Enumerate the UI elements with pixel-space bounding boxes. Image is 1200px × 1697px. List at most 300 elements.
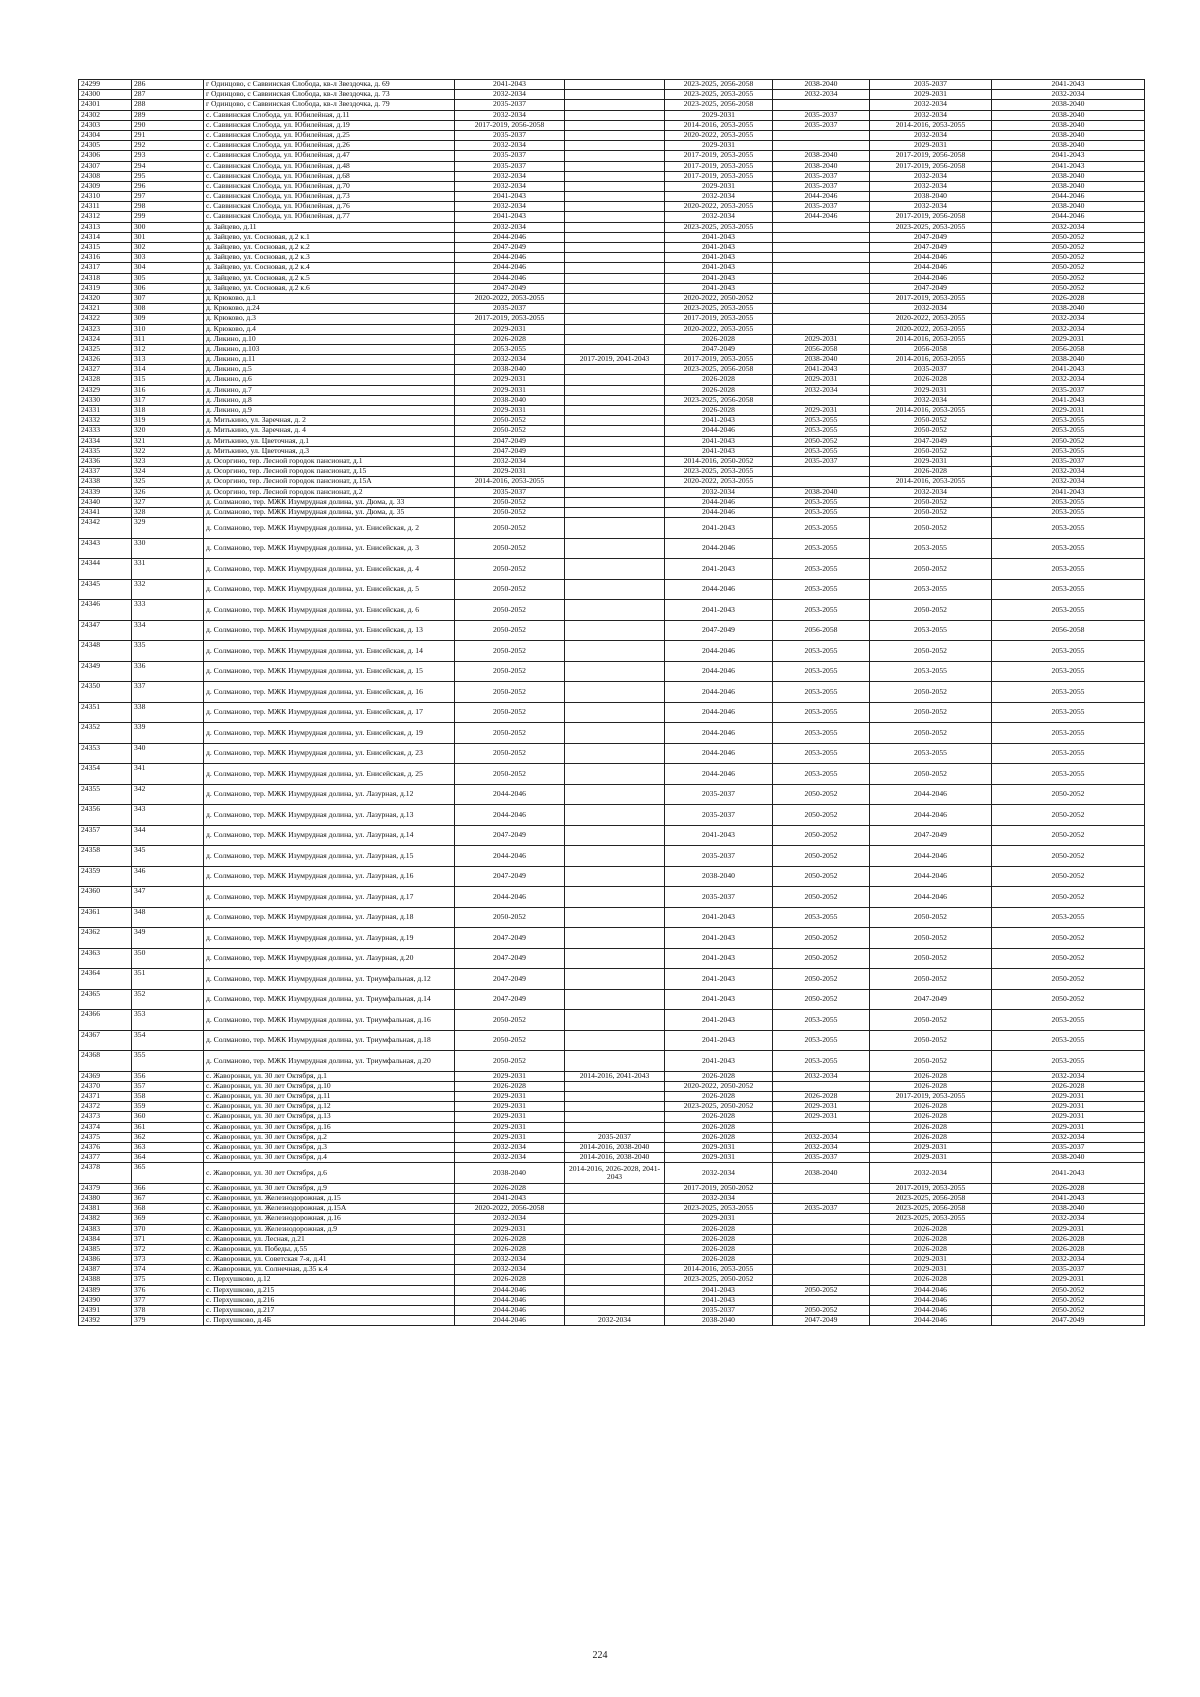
period-6-cell: 2032-2034 (992, 1071, 1145, 1081)
period-1-cell: 2032-2034 (455, 110, 565, 120)
period-2-cell (565, 467, 665, 477)
period-2-cell (565, 110, 665, 120)
table-row (79, 1091, 1145, 1101)
item-number-cell: 360 (132, 1112, 204, 1122)
period-5-cell: 2029-2031 (870, 1153, 992, 1163)
item-number-cell: 295 (132, 171, 204, 181)
address-cell: д. Солманово, тер. МЖК Изумрудная долина, ул. Лазурная, д.12 (204, 784, 455, 805)
period-6-cell: 2050-2052 (992, 436, 1145, 446)
period-5-cell: 2053-2055 (870, 538, 992, 559)
period-2-cell (565, 1275, 665, 1285)
period-4-cell: 2053-2055 (773, 426, 870, 436)
address-cell: д. Ликино, д.10 (204, 334, 455, 344)
row-id-cell: 24364 (79, 969, 132, 990)
item-number-cell: 379 (132, 1316, 204, 1326)
address-cell: с. Саввинская Слобода, ул. Юбилейная, д.73 (204, 192, 455, 202)
period-2-cell (565, 222, 665, 232)
period-2-cell (565, 784, 665, 805)
address-cell: д. Осоргино, тер. Лесной городок пансионат, д.2 (204, 487, 455, 497)
table-row (79, 928, 1145, 949)
period-3-cell: 2023-2025, 2050-2052 (665, 1102, 773, 1112)
period-5-cell: 2035-2037 (870, 80, 992, 90)
address-cell: д. Зайцево, ул. Сосновая, д.2 к.3 (204, 253, 455, 263)
period-2-cell (565, 1265, 665, 1275)
address-cell: д. Солманово, тер. МЖК Изумрудная долина, ул. Лазурная, д.18 (204, 907, 455, 928)
address-cell: д. Солманово, тер. МЖК Изумрудная долина, ул. Дюма, д. 35 (204, 507, 455, 517)
period-2-cell: 2035-2037 (565, 1132, 665, 1142)
period-6-cell: 2053-2055 (992, 641, 1145, 662)
period-1-cell: 2047-2049 (455, 948, 565, 969)
period-2-cell (565, 304, 665, 314)
row-id-cell: 24300 (79, 90, 132, 100)
period-4-cell: 2035-2037 (773, 171, 870, 181)
table-row (79, 969, 1145, 990)
item-number-cell: 373 (132, 1255, 204, 1265)
period-1-cell: 2047-2049 (455, 436, 565, 446)
row-id-cell: 24376 (79, 1142, 132, 1152)
period-3-cell: 2041-2043 (665, 1051, 773, 1072)
period-3-cell: 2026-2028 (665, 1091, 773, 1101)
period-1-cell: 2044-2046 (455, 784, 565, 805)
period-3-cell: 2044-2046 (665, 497, 773, 507)
item-number-cell: 315 (132, 375, 204, 385)
table-row (79, 304, 1145, 314)
period-6-cell: 2038-2040 (992, 120, 1145, 130)
table-row (79, 1275, 1145, 1285)
period-2-cell (565, 1295, 665, 1305)
period-2-cell (565, 416, 665, 426)
row-id-cell: 24389 (79, 1285, 132, 1295)
period-3-cell: 2023-2025, 2056-2058 (665, 80, 773, 90)
period-3-cell: 2035-2037 (665, 887, 773, 908)
row-id-cell: 24390 (79, 1295, 132, 1305)
period-5-cell: 2047-2049 (870, 436, 992, 446)
period-3-cell: 2041-2043 (665, 518, 773, 539)
row-id-cell: 24334 (79, 436, 132, 446)
row-id-cell: 24330 (79, 395, 132, 405)
period-4-cell (773, 324, 870, 334)
item-number-cell: 293 (132, 151, 204, 161)
row-id-cell: 24385 (79, 1244, 132, 1254)
item-number-cell: 355 (132, 1051, 204, 1072)
period-2-cell (565, 579, 665, 600)
item-number-cell: 324 (132, 467, 204, 477)
period-3-cell: 2020-2022, 2053-2055 (665, 130, 773, 140)
period-2-cell (565, 887, 665, 908)
period-4-cell: 2035-2037 (773, 1204, 870, 1214)
table-row (79, 579, 1145, 600)
period-1-cell: 2050-2052 (455, 1051, 565, 1072)
item-number-cell: 344 (132, 825, 204, 846)
period-2-cell (565, 928, 665, 949)
period-2-cell (565, 702, 665, 723)
table-row (79, 518, 1145, 539)
period-5-cell: 2026-2028 (870, 1102, 992, 1112)
item-number-cell: 362 (132, 1132, 204, 1142)
address-cell: с. Жаворонки, ул. 30 лет Октября, д.11 (204, 1091, 455, 1101)
period-5-cell: 2050-2052 (870, 702, 992, 723)
period-5-cell: 2053-2055 (870, 661, 992, 682)
table-row (79, 1224, 1145, 1234)
item-number-cell: 287 (132, 90, 204, 100)
row-id-cell: 24359 (79, 866, 132, 887)
period-1-cell: 2041-2043 (455, 1193, 565, 1203)
period-4-cell: 2053-2055 (773, 764, 870, 785)
row-id-cell: 24377 (79, 1153, 132, 1163)
period-4-cell: 2053-2055 (773, 507, 870, 517)
table-row (79, 406, 1145, 416)
period-4-cell (773, 141, 870, 151)
period-2-cell (565, 436, 665, 446)
period-5-cell: 2017-2019, 2056-2058 (870, 151, 992, 161)
period-1-cell: 2044-2046 (455, 1316, 565, 1326)
address-cell: д. Осоргино, тер. Лесной городок пансионат, д.15А (204, 477, 455, 487)
period-1-cell: 2041-2043 (455, 212, 565, 222)
period-3-cell: 2017-2019, 2053-2055 (665, 151, 773, 161)
address-cell: с. Саввинская Слобода, ул. Юбилейная, д.19 (204, 120, 455, 130)
address-cell: г Одинцово, с Саввинская Слобода, кв-л Звездочка, д. 79 (204, 100, 455, 110)
item-number-cell: 370 (132, 1224, 204, 1234)
period-1-cell: 2032-2034 (455, 355, 565, 365)
period-4-cell: 2032-2034 (773, 385, 870, 395)
period-1-cell: 2032-2034 (455, 1142, 565, 1152)
address-cell: д. Зайцево, ул. Сосновая, д.2 к.2 (204, 243, 455, 253)
period-5-cell: 2050-2052 (870, 1051, 992, 1072)
row-id-cell: 24317 (79, 263, 132, 273)
period-2-cell (565, 948, 665, 969)
period-2-cell (565, 232, 665, 242)
period-5-cell: 2023-2025, 2053-2055 (870, 1214, 992, 1224)
period-2-cell (565, 487, 665, 497)
period-4-cell: 2053-2055 (773, 497, 870, 507)
period-2-cell (565, 334, 665, 344)
period-2-cell (565, 263, 665, 273)
period-3-cell: 2014-2016, 2053-2055 (665, 1265, 773, 1275)
table-row (79, 222, 1145, 232)
row-id-cell: 24336 (79, 456, 132, 466)
table-row (79, 293, 1145, 303)
period-1-cell: 2044-2046 (455, 232, 565, 242)
address-cell: д. Митькино, ул. Цветочная, д.1 (204, 436, 455, 446)
period-5-cell: 2044-2046 (870, 784, 992, 805)
address-cell: д. Ликино, д.6 (204, 375, 455, 385)
period-3-cell: 2038-2040 (665, 866, 773, 887)
period-3-cell: 2047-2049 (665, 344, 773, 354)
period-3-cell: 2023-2025, 2056-2058 (665, 100, 773, 110)
period-2-cell (565, 764, 665, 785)
period-2-cell (565, 1193, 665, 1203)
period-6-cell: 2041-2043 (992, 487, 1145, 497)
address-cell: д. Солманово, тер. МЖК Изумрудная долина, ул. Лазурная, д.14 (204, 825, 455, 846)
period-2-cell (565, 518, 665, 539)
period-4-cell: 2035-2037 (773, 110, 870, 120)
address-cell: д. Солманово, тер. МЖК Изумрудная долина, ул. Триумфальная, д.12 (204, 969, 455, 990)
period-6-cell: 2035-2037 (992, 1265, 1145, 1275)
item-number-cell: 307 (132, 293, 204, 303)
period-5-cell: 2029-2031 (870, 1255, 992, 1265)
period-4-cell: 2044-2046 (773, 192, 870, 202)
period-5-cell: 2023-2025, 2056-2058 (870, 1204, 992, 1214)
period-2-cell (565, 80, 665, 90)
period-6-cell: 2050-2052 (992, 263, 1145, 273)
period-6-cell: 2053-2055 (992, 497, 1145, 507)
address-cell: с. Саввинская Слобода, ул. Юбилейная, д.76 (204, 202, 455, 212)
address-cell: д. Солманово, тер. МЖК Изумрудная долина, ул. Енисейская, д. 6 (204, 600, 455, 621)
period-1-cell: 2044-2046 (455, 263, 565, 273)
period-1-cell: 2050-2052 (455, 497, 565, 507)
row-id-cell: 24378 (79, 1163, 132, 1184)
period-6-cell: 2050-2052 (992, 243, 1145, 253)
address-cell: д. Ликино, д.11 (204, 355, 455, 365)
item-number-cell: 300 (132, 222, 204, 232)
item-number-cell: 359 (132, 1102, 204, 1112)
item-number-cell: 289 (132, 110, 204, 120)
table-row (79, 314, 1145, 324)
period-2-cell (565, 1081, 665, 1091)
row-id-cell: 24325 (79, 344, 132, 354)
period-6-cell: 2035-2037 (992, 1142, 1145, 1152)
address-cell: с. Перхушково, д.12 (204, 1275, 455, 1285)
table-row (79, 846, 1145, 867)
item-number-cell: 314 (132, 365, 204, 375)
period-1-cell: 2029-2031 (455, 467, 565, 477)
period-3-cell: 2017-2019, 2050-2052 (665, 1183, 773, 1193)
period-2-cell (565, 1306, 665, 1316)
period-4-cell: 2035-2037 (773, 456, 870, 466)
period-5-cell: 2029-2031 (870, 141, 992, 151)
item-number-cell: 349 (132, 928, 204, 949)
table-row (79, 1102, 1145, 1112)
period-4-cell: 2053-2055 (773, 416, 870, 426)
period-1-cell: 2044-2046 (455, 887, 565, 908)
row-id-cell: 24369 (79, 1071, 132, 1081)
item-number-cell: 323 (132, 456, 204, 466)
period-1-cell: 2038-2040 (455, 1163, 565, 1184)
row-id-cell: 24368 (79, 1051, 132, 1072)
table-row (79, 641, 1145, 662)
period-3-cell: 2017-2019, 2053-2055 (665, 314, 773, 324)
table-row (79, 90, 1145, 100)
period-3-cell: 2041-2043 (665, 253, 773, 263)
period-2-cell (565, 426, 665, 436)
period-4-cell (773, 1214, 870, 1224)
period-6-cell: 2050-2052 (992, 253, 1145, 263)
period-6-cell: 2053-2055 (992, 1010, 1145, 1031)
period-6-cell: 2038-2040 (992, 1153, 1145, 1163)
period-1-cell: 2032-2034 (455, 181, 565, 191)
row-id-cell: 24304 (79, 130, 132, 140)
item-number-cell: 316 (132, 385, 204, 395)
address-cell: д. Солманово, тер. МЖК Изумрудная долина, ул. Енисейская, д. 25 (204, 764, 455, 785)
item-number-cell: 319 (132, 416, 204, 426)
row-id-cell: 24358 (79, 846, 132, 867)
period-4-cell: 2038-2040 (773, 355, 870, 365)
period-5-cell: 2014-2016, 2053-2055 (870, 120, 992, 130)
period-1-cell: 2035-2037 (455, 100, 565, 110)
item-number-cell: 351 (132, 969, 204, 990)
period-2-cell (565, 559, 665, 580)
period-1-cell: 2047-2049 (455, 866, 565, 887)
table-row (79, 1030, 1145, 1051)
period-3-cell: 2041-2043 (665, 1030, 773, 1051)
row-id-cell: 24373 (79, 1112, 132, 1122)
period-5-cell: 2050-2052 (870, 764, 992, 785)
address-cell: д. Солманово, тер. МЖК Изумрудная долина, ул. Дюма, д. 33 (204, 497, 455, 507)
period-3-cell: 2041-2043 (665, 825, 773, 846)
table-row (79, 1112, 1145, 1122)
row-id-cell: 24351 (79, 702, 132, 723)
address-cell: д. Крюково, д.1 (204, 293, 455, 303)
table-row (79, 212, 1145, 222)
row-id-cell: 24335 (79, 446, 132, 456)
address-cell: с. Жаворонки, ул. Железнодорожная, д.16 (204, 1214, 455, 1224)
period-5-cell: 2047-2049 (870, 243, 992, 253)
item-number-cell: 372 (132, 1244, 204, 1254)
period-4-cell: 2035-2037 (773, 120, 870, 130)
period-3-cell: 2041-2043 (665, 559, 773, 580)
period-4-cell: 2053-2055 (773, 559, 870, 580)
item-number-cell: 375 (132, 1275, 204, 1285)
period-4-cell (773, 283, 870, 293)
period-5-cell: 2044-2046 (870, 866, 992, 887)
address-cell: с. Жаворонки, ул. Советская 7-я, д.41 (204, 1255, 455, 1265)
period-5-cell: 2050-2052 (870, 426, 992, 436)
row-id-cell: 24333 (79, 426, 132, 436)
table-row (79, 538, 1145, 559)
period-6-cell: 2056-2058 (992, 344, 1145, 354)
address-cell: д. Солманово, тер. МЖК Изумрудная долина, ул. Енисейская, д. 14 (204, 641, 455, 662)
period-3-cell: 2023-2025, 2056-2058 (665, 365, 773, 375)
period-5-cell: 2029-2031 (870, 1265, 992, 1275)
item-number-cell: 346 (132, 866, 204, 887)
period-6-cell: 2050-2052 (992, 969, 1145, 990)
item-number-cell: 312 (132, 344, 204, 354)
period-6-cell: 2053-2055 (992, 723, 1145, 744)
period-6-cell: 2029-2031 (992, 1224, 1145, 1234)
period-6-cell: 2029-2031 (992, 1275, 1145, 1285)
table-row (79, 559, 1145, 580)
address-cell: д. Солманово, тер. МЖК Изумрудная долина, ул. Лазурная, д.16 (204, 866, 455, 887)
period-2-cell (565, 846, 665, 867)
period-5-cell: 2026-2028 (870, 375, 992, 385)
period-1-cell: 2050-2052 (455, 416, 565, 426)
period-3-cell: 2041-2043 (665, 283, 773, 293)
row-id-cell: 24322 (79, 314, 132, 324)
address-cell: д. Солманово, тер. МЖК Изумрудная долина, ул. Триумфальная, д.16 (204, 1010, 455, 1031)
address-cell: с. Саввинская Слобода, ул. Юбилейная, д.68 (204, 171, 455, 181)
address-cell: д. Зайцево, д.11 (204, 222, 455, 232)
period-6-cell: 2029-2031 (992, 1102, 1145, 1112)
period-4-cell: 2044-2046 (773, 212, 870, 222)
item-number-cell: 310 (132, 324, 204, 334)
period-3-cell: 2041-2043 (665, 948, 773, 969)
address-cell: д. Зайцево, ул. Сосновая, д.2 к.6 (204, 283, 455, 293)
period-3-cell: 2017-2019, 2053-2055 (665, 355, 773, 365)
period-2-cell (565, 477, 665, 487)
period-2-cell (565, 1183, 665, 1193)
item-number-cell: 342 (132, 784, 204, 805)
period-2-cell (565, 1122, 665, 1132)
period-4-cell (773, 1255, 870, 1265)
item-number-cell: 292 (132, 141, 204, 151)
item-number-cell: 298 (132, 202, 204, 212)
address-cell: д. Митькино, ул. Цветочная, д.3 (204, 446, 455, 456)
period-3-cell: 2041-2043 (665, 1285, 773, 1295)
period-5-cell: 2020-2022, 2053-2055 (870, 314, 992, 324)
period-6-cell: 2053-2055 (992, 579, 1145, 600)
page-number: 224 (592, 1650, 608, 1661)
row-id-cell: 24344 (79, 559, 132, 580)
item-number-cell: 336 (132, 661, 204, 682)
period-1-cell: 2029-2031 (455, 1132, 565, 1142)
period-4-cell: 2050-2052 (773, 887, 870, 908)
period-3-cell: 2041-2043 (665, 989, 773, 1010)
period-4-cell: 2050-2052 (773, 825, 870, 846)
period-1-cell: 2014-2016, 2053-2055 (455, 477, 565, 487)
table-row (79, 1010, 1145, 1031)
period-6-cell: 2053-2055 (992, 1051, 1145, 1072)
address-cell: д. Зайцево, ул. Сосновая, д.2 к.4 (204, 263, 455, 273)
period-4-cell: 2050-2052 (773, 989, 870, 1010)
period-3-cell: 2044-2046 (665, 723, 773, 744)
period-4-cell (773, 1193, 870, 1203)
period-4-cell: 2056-2058 (773, 620, 870, 641)
period-6-cell: 2032-2034 (992, 324, 1145, 334)
period-4-cell: 2050-2052 (773, 846, 870, 867)
address-cell: д. Солманово, тер. МЖК Изумрудная долина, ул. Енисейская, д. 3 (204, 538, 455, 559)
period-6-cell: 2053-2055 (992, 446, 1145, 456)
period-5-cell: 2047-2049 (870, 989, 992, 1010)
item-number-cell: 353 (132, 1010, 204, 1031)
period-6-cell: 2038-2040 (992, 355, 1145, 365)
period-2-cell (565, 365, 665, 375)
period-3-cell: 2047-2049 (665, 620, 773, 641)
period-2-cell (565, 90, 665, 100)
period-5-cell: 2050-2052 (870, 948, 992, 969)
period-3-cell: 2035-2037 (665, 1306, 773, 1316)
period-2-cell (565, 866, 665, 887)
period-2-cell (565, 446, 665, 456)
item-number-cell: 361 (132, 1122, 204, 1132)
item-number-cell: 301 (132, 232, 204, 242)
table-row (79, 151, 1145, 161)
period-6-cell: 2053-2055 (992, 518, 1145, 539)
period-1-cell: 2050-2052 (455, 426, 565, 436)
item-number-cell: 364 (132, 1153, 204, 1163)
housing-repair-schedule-table (78, 79, 1145, 1326)
period-3-cell: 2041-2043 (665, 928, 773, 949)
period-3-cell: 2026-2028 (665, 1071, 773, 1081)
row-id-cell: 24303 (79, 120, 132, 130)
period-1-cell: 2050-2052 (455, 661, 565, 682)
period-6-cell: 2053-2055 (992, 1030, 1145, 1051)
period-4-cell: 2029-2031 (773, 334, 870, 344)
address-cell: с. Жаворонки, ул. 30 лет Октября, д.6 (204, 1163, 455, 1184)
period-5-cell: 2044-2046 (870, 887, 992, 908)
period-4-cell (773, 314, 870, 324)
item-number-cell: 363 (132, 1142, 204, 1152)
period-6-cell: 2032-2034 (992, 1214, 1145, 1224)
address-cell: с. Перхушково, д.4Б (204, 1316, 455, 1326)
period-4-cell: 2050-2052 (773, 969, 870, 990)
period-3-cell: 2020-2022, 2053-2055 (665, 324, 773, 334)
row-id-cell: 24363 (79, 948, 132, 969)
row-id-cell: 24384 (79, 1234, 132, 1244)
period-2-cell (565, 1234, 665, 1244)
period-3-cell: 2041-2043 (665, 243, 773, 253)
row-id-cell: 24347 (79, 620, 132, 641)
period-1-cell: 2026-2028 (455, 1234, 565, 1244)
